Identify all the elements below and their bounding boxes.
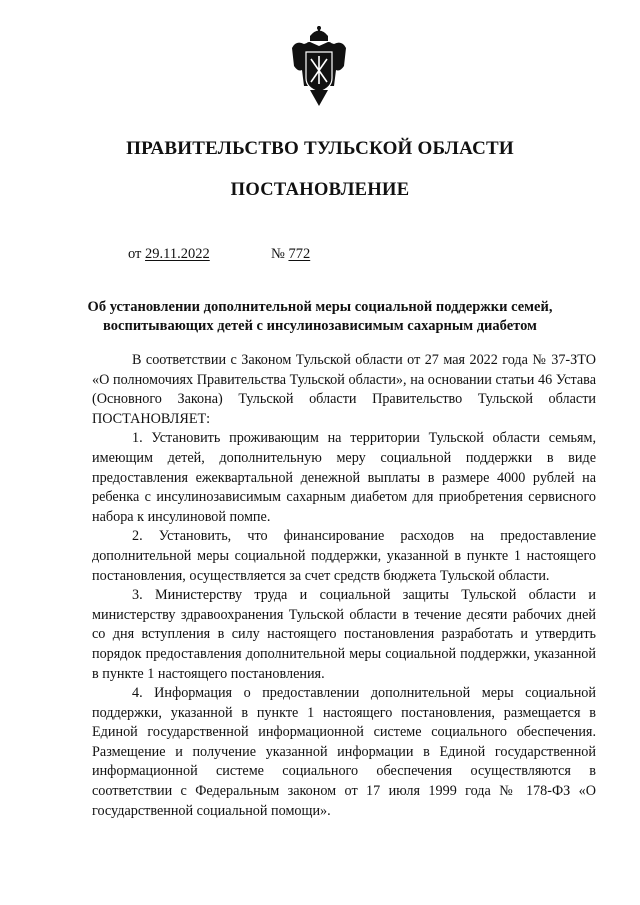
clause-2-paragraph: 2. Установить, что финансирование расходов на предоставление дополнительной меры социальной поддержки, указанной в пункте 1 настоящего постановления, осуществляется за счет средств бюджета Тульской области. <box>92 528 596 584</box>
preamble-paragraph: В соответствии с Законом Тульской области от 27 мая 2022 года № 37-ЗТО «О полномочиях Правительства Тульской области», на основании статьи 46 Устава (Основного Закона) Тульской области Правительство Тульской области ПОСТАНОВЛЯЕТ: <box>92 352 596 427</box>
date-prefix: от <box>128 246 142 262</box>
date-value: 29.11.2022 <box>145 246 210 262</box>
clause-4-paragraph: 4. Информация о предоставлении дополнительной меры социальной поддержки, указанной в пункте 1 настоящего постановления, размещается в Единой государственной информационной системе социального обеспечения. Размещение и получение указанной информации в Единой государственной информационной системе социального обеспечения осуществляются в соответствии с Федеральным законом от 17 июля 1999 года № 178-ФЗ «О государственной социальной помощи». <box>92 685 596 819</box>
document-body <box>92 351 596 821</box>
government-name: ПРАВИТЕЛЬСТВО ТУЛЬСКОЙ ОБЛАСТИ <box>126 138 514 159</box>
clause-1-paragraph: 1. Установить проживающим на территории Тульской области семьям, имеющим детей, дополнительную меру социальной поддержки в виде предоставления ежеквартальной денежной выплаты в размере 4000 рублей на ребенка с инсулинозависимым сахарным диабетом для приобретения сервисного набора к инсулиновой помпе. <box>92 430 596 525</box>
subject-line-2: воспитывающих детей с инсулинозависимым сахарным диабетом <box>103 318 537 334</box>
document-date <box>128 246 210 263</box>
document-type: ПОСТАНОВЛЕНИЕ <box>230 180 410 200</box>
document-subject <box>40 298 600 336</box>
number-prefix: № <box>271 246 285 262</box>
document-number <box>271 246 310 263</box>
subject-line-1: Об установлении дополнительной меры социальной поддержки семей, <box>87 299 553 315</box>
clause-3-paragraph: 3. Министерству труда и социальной защиты Тульской области и министерству здравоохранения Тульской области в течение десяти рабочих дней со дня вступления в силу настоящего постановления разработать и утвердить порядок предоставления дополнительной меры социальной поддержки, указанной в пункте 1 настоящего постановления. <box>92 587 596 682</box>
number-value: 772 <box>288 246 311 262</box>
tula-coat-of-arms-icon <box>290 26 348 108</box>
